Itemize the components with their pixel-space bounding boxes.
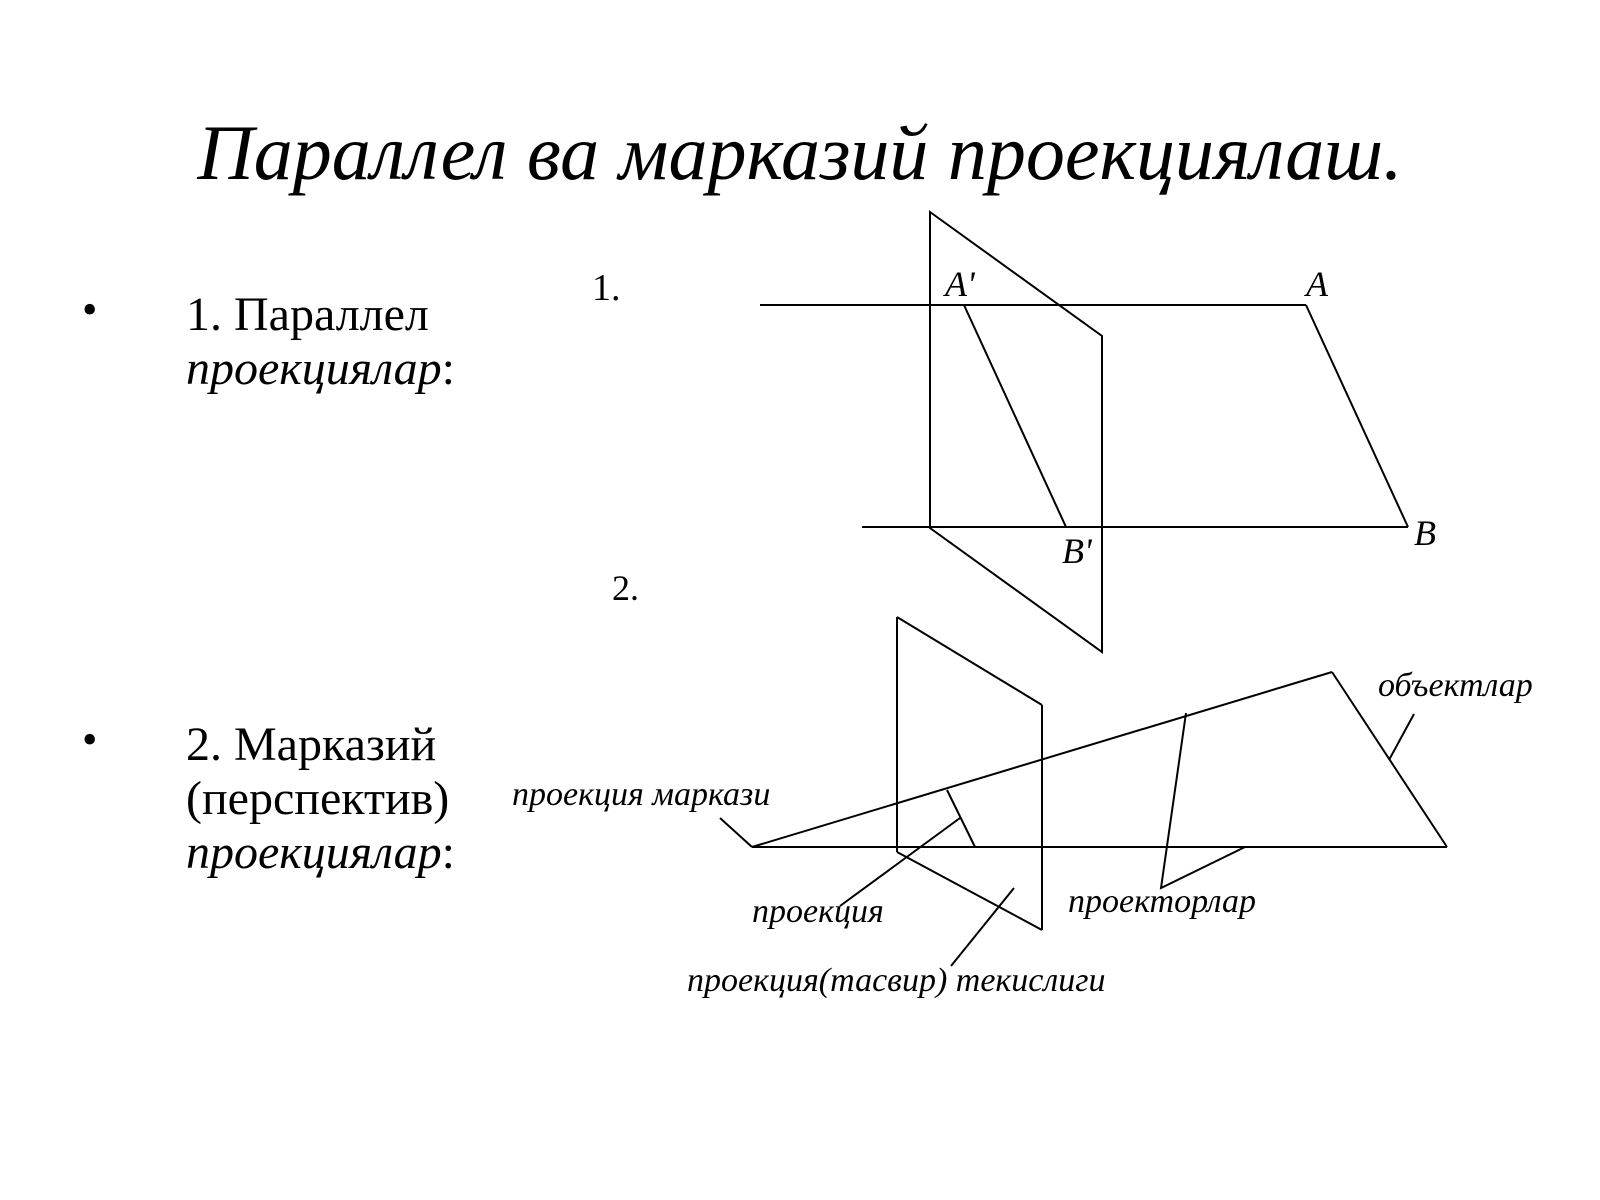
diagram-2-number: 2. (612, 568, 639, 608)
object-segment-ab (1306, 305, 1408, 527)
leader-objects (1389, 714, 1414, 760)
bullet-2-line-1: 2. Марказий (186, 718, 437, 771)
label-projection-center: проекция маркази (512, 776, 771, 813)
parallel-projection-diagram (592, 212, 1436, 652)
bullet-1-line-1: 1. Параллел (186, 288, 429, 341)
bullet-2-colon: : (441, 826, 455, 879)
projection-segment-a-prime-b-prime (964, 305, 1066, 527)
bullet-2-line-2: (перспектив) (186, 772, 450, 825)
slide-title: Параллел ва марказий проекциялаш. (197, 109, 1403, 196)
label-projection-plane: проекция(тасвир) текислиги (687, 962, 1106, 999)
central-projection-diagram (512, 568, 1533, 999)
label-b-prime: B' (1062, 531, 1092, 571)
leader-plane (951, 888, 1014, 966)
label-b: B (1414, 513, 1436, 553)
bullet-1-italic-word: проекциялар (186, 342, 442, 395)
label-projectors: проекторлар (1068, 883, 1257, 920)
label-projection: проекция (752, 893, 884, 930)
bullet-2-italic-word: проекциялар (186, 826, 442, 879)
projection-plane-bottom-edge (897, 852, 1042, 930)
leader-center (720, 818, 752, 847)
label-a-prime: A' (945, 264, 975, 304)
projection-segment (947, 790, 975, 847)
label-a: A (1306, 264, 1328, 304)
bullet-marker-1: • (82, 285, 98, 334)
projection-plane-top-edge (897, 617, 1042, 705)
bullet-1-colon: : (441, 342, 455, 395)
leader-projectors (1161, 713, 1245, 888)
label-objects: объектлар (1378, 667, 1533, 704)
diagram-1-number: 1. (592, 267, 621, 309)
bullet-marker-2: • (82, 715, 98, 764)
